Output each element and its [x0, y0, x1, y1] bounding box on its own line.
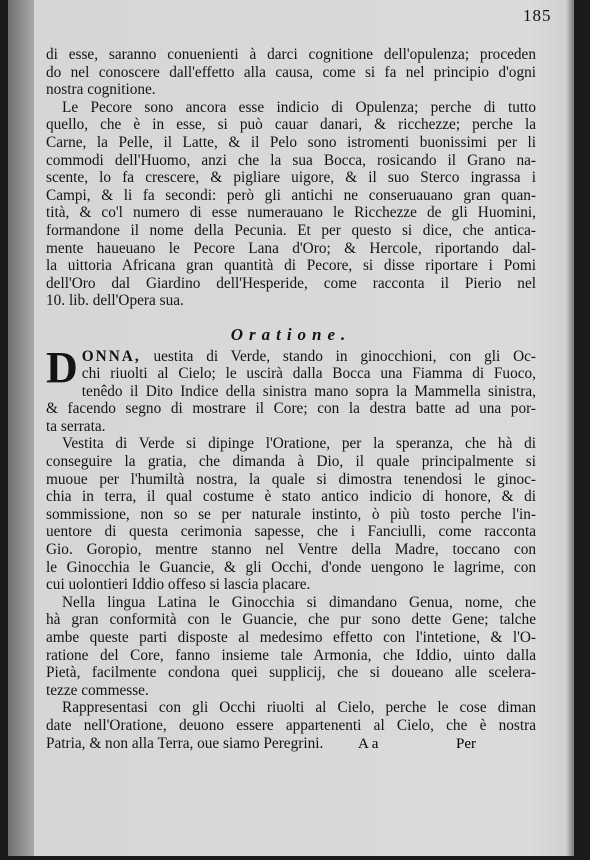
text-line: chia in terra, il qual costume è stato antico indicio di honore, & di [46, 488, 536, 506]
text-line [46, 348, 536, 366]
text-line: muoue per l'humiltà nostra, la quale si dimostra tenendosi le ginoc- [46, 470, 536, 488]
text-line: ambe queste parti disposte al medesimo effetto con l'intetione, & l'O- [46, 629, 536, 646]
body-text [46, 46, 536, 752]
paragraph-genua [46, 594, 536, 700]
section-heading: Oratione. [230, 324, 352, 344]
text-line: Gio. Goropio, mentre stanno nel Ventre della Madre, toccano con [46, 541, 536, 559]
paragraph-pecore [46, 99, 536, 310]
text-line: le Ginocchia le Guancie, & gli Occhi, d'onde uengono le lagrime, con [46, 558, 536, 576]
text-line: Rappresentasi con gli Occhi riuolti al Cielo, perche le cose diman [62, 699, 536, 717]
text-line: chi riuolti al Cielo; le uscirà dalla Bocca una Fiamma di Fuoco, [81, 365, 536, 383]
text-line: ta serrata. [46, 417, 106, 435]
left-margin-gutter [8, 0, 34, 856]
paragraph-opulence-end [46, 46, 536, 99]
text-line: conseguire la gratia, che dimanda à Dio, il quale principalmente si [46, 453, 536, 471]
text-line: la uittoria Africana gran quantità di Pecore, si disse riportare i Pomi [46, 257, 536, 275]
text-line: & facendo segno di mostrare il Core; con la destra batte ad una por- [46, 400, 536, 418]
book-page [8, 0, 574, 856]
text-line: tità, & co'l numero di esse numerauano le Ricchezze de gli Huomini, [46, 204, 536, 222]
text-line: uentore di questa cerimonia sapesse, che i Fanciulli, come racconta [46, 523, 536, 541]
text-line: Nella lingua Latina le Ginocchia si dimandano Genua, nome, che [62, 593, 536, 611]
text-line: tezze commesse. [46, 681, 149, 699]
signature-mark: A a [358, 736, 379, 752]
text-line: nostra cognitione. [46, 81, 156, 99]
text-line: sommissione, non so se per naturale instinto, ò più tosto perche l'in- [46, 505, 536, 523]
text-line: Pietà, facilmente condona quei supplicij, che si doueano alle scelera- [46, 664, 536, 682]
text-line: quello, che è in esse, si può cauar danari, & ricchezze; perche la [46, 116, 536, 134]
text-line: tenêdo il Dito Indice della sinistra mano sopra la Mammella sinistra, [81, 382, 536, 400]
dropcap-word-rest: ONNA, [81, 347, 141, 365]
text-line: 10. lib. dell'Opera sua. [46, 292, 184, 310]
text-line: scente, lo fa crescere, & pigliare uigore, & il suo Sterco ingrassa i [46, 169, 536, 187]
text-line: Carne, la Pelle, il Latte, & il Pelo sono istromenti buonissimi per li [46, 133, 536, 151]
text-line: di esse, saranno conuenienti à darci cognitione dell'opulenza; proceden [46, 46, 536, 63]
page-number: 185 [523, 6, 552, 25]
text-line: Vestita di Verde si dipinge l'Oratione, per la speranza, che hà di [62, 435, 536, 453]
text-line: dell'Oro dal Giardino dell'Hesperide, come racconta il Pierio nel [46, 274, 536, 292]
text-line: mente haueuano le Pecore Lana d'Oro; & Hercole, riportando dal- [46, 239, 536, 257]
right-page-edge [566, 0, 574, 856]
text-line: do nel conoscere dall'effetto alla causa, come si fa nel principio d'ogni [46, 63, 536, 81]
text-line: hà gran conformità con le Guancie, che pur sono dette Gene; talche [46, 611, 536, 629]
paragraph-verde [46, 435, 536, 593]
text-line: date nell'Oratione, deuono essere appartenenti al Cielo, che è nostra [46, 716, 536, 734]
text-line-remainder: uestita di Verde, stando in ginocchioni, con gli Oc- [140, 347, 536, 365]
text-line: ratione del Core, fanno insieme tale Armonia, che Iddio, uinto dalla [46, 646, 536, 664]
drop-cap: D [46, 342, 78, 392]
paragraph-oratione-description [46, 342, 536, 436]
text-line: formandone il nome della Pecunia. Et per questo si dice, che antica- [46, 221, 536, 239]
text-line: Le Pecore sono ancora esse indicio di Opulenza; perche di tutto [62, 98, 536, 116]
text-line: Campi, & li fa secondi: però gli antichi ne conseruauano gran quan- [46, 186, 536, 204]
text-line: Patria, & non alla Terra, oue siamo Peregrini. [46, 734, 324, 752]
catchword: Per [456, 736, 476, 752]
text-line: cui uolontieri Iddio offeso si lascia placare. [46, 576, 311, 594]
text-line: commodi dell'Huomo, anzi che la sua Bocca, rosicando il Grano na- [46, 151, 536, 169]
